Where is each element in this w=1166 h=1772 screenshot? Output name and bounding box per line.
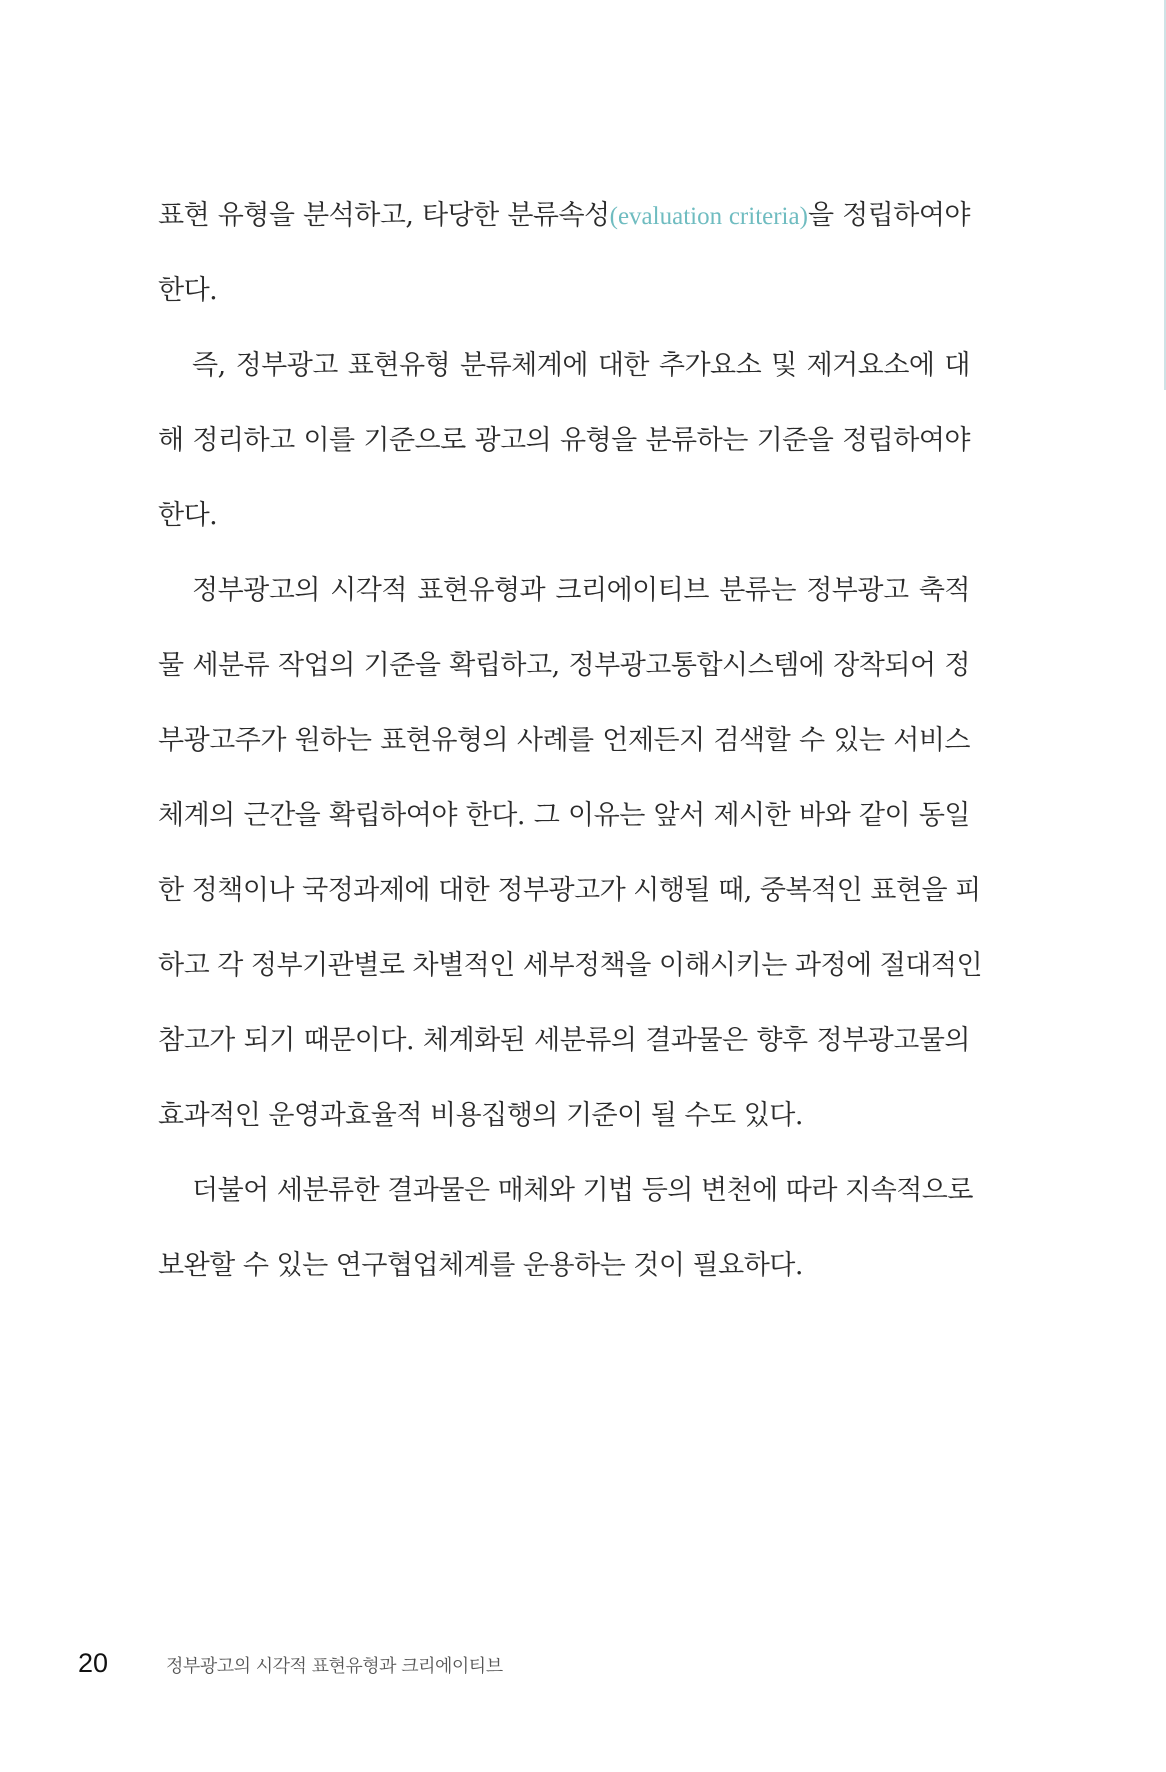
paragraph-3-line-3: 부광고주가 원하는 표현유형의 사례를 언제든지 검색할 수 있는 서비스 [158, 725, 970, 756]
page-number: 20 [78, 1648, 109, 1678]
paragraph-3-line-7: 참고가 되기 때문이다. 체계화된 세분류의 결과물은 향후 정부광고물의 [158, 1025, 970, 1056]
paragraph-2-line-3: 한다. [158, 500, 218, 531]
paragraph-3-line-6: 하고 각 정부기관별로 차별적인 세부정책을 이해시키는 과정에 절대적인 [158, 950, 983, 981]
paragraph-2-line-1: 즉, 정부광고 표현유형 분류체계에 대한 추가요소 및 제거요소에 대 [192, 350, 970, 381]
paragraph-3-line-4: 체계의 근간을 확립하여야 한다. 그 이유는 앞서 제시한 바와 같이 동일 [158, 800, 970, 831]
paragraph-4-line-2: 보완할 수 있는 연구협업체계를 운용하는 것이 필요하다. [158, 1250, 803, 1281]
paragraph-1-line-1 [158, 178, 970, 253]
evaluation-criteria-term: (evaluation criteria) [609, 203, 808, 230]
text-run: 표현 유형을 분석하고, 타당한 분류속성 [158, 200, 610, 231]
paragraph-3-line-5: 한 정책이나 국정과제에 대한 정부광고가 시행될 때, 중복적인 표현을 피 [158, 875, 981, 906]
body-text [158, 178, 983, 1303]
paragraph-3-line-1: 정부광고의 시각적 표현유형과 크리에이티브 분류는 정부광고 축적 [192, 575, 970, 606]
paragraph-4-line-1: 더불어 세분류한 결과물은 매체와 기법 등의 변천에 따라 지속적으로 [192, 1175, 973, 1206]
text-run: 을 정립하여야 [807, 200, 970, 231]
paragraph-3-line-8: 효과적인 운영과효율적 비용집행의 기준이 될 수도 있다. [158, 1100, 803, 1131]
paragraph-1-line-2: 한다. [158, 275, 218, 306]
paragraph-2-line-2: 해 정리하고 이를 기준으로 광고의 유형을 분류하는 기준을 정립하여야 [158, 425, 970, 456]
paragraph-3-line-2: 물 세분류 작업의 기준을 확립하고, 정부광고통합시스템에 장착되어 정 [158, 650, 970, 681]
page-footer [78, 1648, 503, 1682]
running-title: 정부광고의 시각적 표현유형과 크리에이티브 [166, 1656, 503, 1677]
